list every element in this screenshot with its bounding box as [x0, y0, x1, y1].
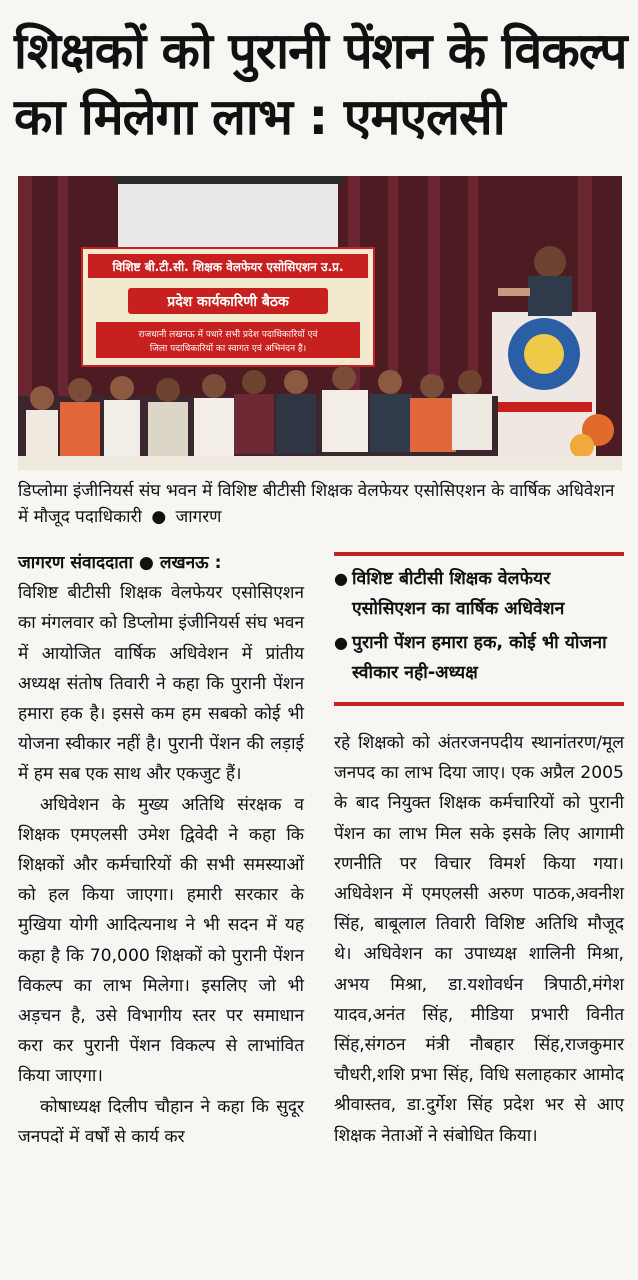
caption-text: डिप्लोमा इंजीनियर्स संघ भवन में विशिष्ट बीटीसी शिक्षक वेलफेयर एसोसिएशन के वार्षिक अधिवेशन में मौजूद पदाधिकारी [18, 481, 615, 527]
highlights-box [334, 552, 624, 706]
article-paragraph-3: कोषाध्यक्ष दिलीप चौहान ने कहा कि सुदूर जनपदों में वर्षों से कार्य कर [18, 1096, 304, 1147]
article-paragraph-2: अधिवेशन के मुख्य अतिथि संरक्षक व शिक्षक एमएलसी उमेश द्विवेदी ने कहा कि शिक्षकों और कर्मचारियों की सभी समस्याओं को हल किया जाएगा। हमारी सरकार के मुखिया योगी आदित्यनाथ ने भी सदन में यह कहा है कि 70,000 शिक्षकों को पुरानी पेंशन विकल्प का लाभ मिलेगा। इसलिए जो भी अड़चन है, उसे विभागीय स्तर पर समाधान करा कर पुरानी पेंशन विकल्प से लाभांवित किया जाएगा। [18, 794, 304, 1087]
article-column-right [334, 728, 624, 1151]
banner-subtitle: प्रदेश कार्यकारिणी बैठक [167, 294, 289, 310]
highlight-bullet: ● [334, 569, 348, 588]
caption-bullet: ● [151, 507, 167, 527]
banner-title: विशिष्ट बी.टी.सी. शिक्षक वेलफेयर एसोसिएशन उ.प्र. [112, 260, 344, 274]
headline-line-2: का मिलेगा लाभ : एमएलसी [14, 88, 505, 146]
banner-line-4: जिला पदाधिकारियों का स्वागत एवं अभिनंदन है। [149, 344, 307, 354]
caption-credit: जागरण [175, 507, 222, 527]
banner-line-3: राजधानी लखनऊ में पधारे सभी प्रदेश पदाधिकारियों एवं [138, 330, 318, 340]
news-photo [18, 176, 622, 470]
article-column-left [18, 548, 304, 1152]
highlight-item [334, 564, 624, 624]
highlight-item [334, 628, 624, 688]
headline [14, 18, 627, 150]
highlight-bullet: ● [334, 633, 348, 652]
photo-illustration [18, 176, 622, 470]
photo-caption [18, 478, 622, 530]
article-paragraph-4: रहे शिक्षको को अंतरजनपदीय स्थानांतरण/मूल जनपद का लाभ दिया जाए। एक अप्रैल 2005 के बाद नियुक्त शिक्षक कर्मचारियों को पुरानी पेंशन का लाभ मिल सके इसके लिए आगामी रणनीति पर विचार विमर्श किया गया। अधिवेशन में एमएलसी अरुण पाठक,अवनीश सिंह, बाबूलाल तिवारी विशिष्ट अतिथि मौजूद थे। अधिवेशन का उपाध्यक्ष शालिनी मिश्रा, अभय मिश्रा, डा.यशोवर्धन त्रिपाठी,मंगेश यादव,अनंत सिंह, मीडिया प्रभारी विनीत सिंह,संगठन मंत्री नौबहार सिंह,राजकुमार चौधरी,शशि प्रभा सिंह, विधि सलाहकार आमोद श्रीवास्तव, डा.दुर्गेश सिंह प्रदेश भर से आए शिक्षक नेताओं ने संबोधित किया। [334, 733, 624, 1146]
article-paragraph-1: विशिष्ट बीटीसी शिक्षक वेलफेयर एसोसिएशन का मंगलवार को डिप्लोमा इंजीनियर्स संघ भवन में आयोजित वार्षिक अधिवेशन में प्रांतीय अध्यक्ष संतोष तिवारी ने कहा कि पुरानी पेंशन हमारा हक है। इससे कम हम सबको कोई भी योजना स्वीकार नहीं है। पुरानी पेंशन की लड़ाई में हम सब एक साथ और एकजुट हैं। [18, 583, 304, 785]
byline: जागरण संवाददाता ● लखनऊ : [18, 553, 222, 573]
highlight-text-1: विशिष्ट बीटीसी शिक्षक वेलफेयर एसोसिएशन का वार्षिक अधिवेशन [352, 569, 565, 619]
highlight-text-2: पुरानी पेंशन हमारा हक, कोई भी योजना स्वीकार नही-अध्यक्ष [352, 633, 607, 683]
headline-line-1: शिक्षकों को पुरानी पेंशन के विकल्प [14, 22, 627, 80]
